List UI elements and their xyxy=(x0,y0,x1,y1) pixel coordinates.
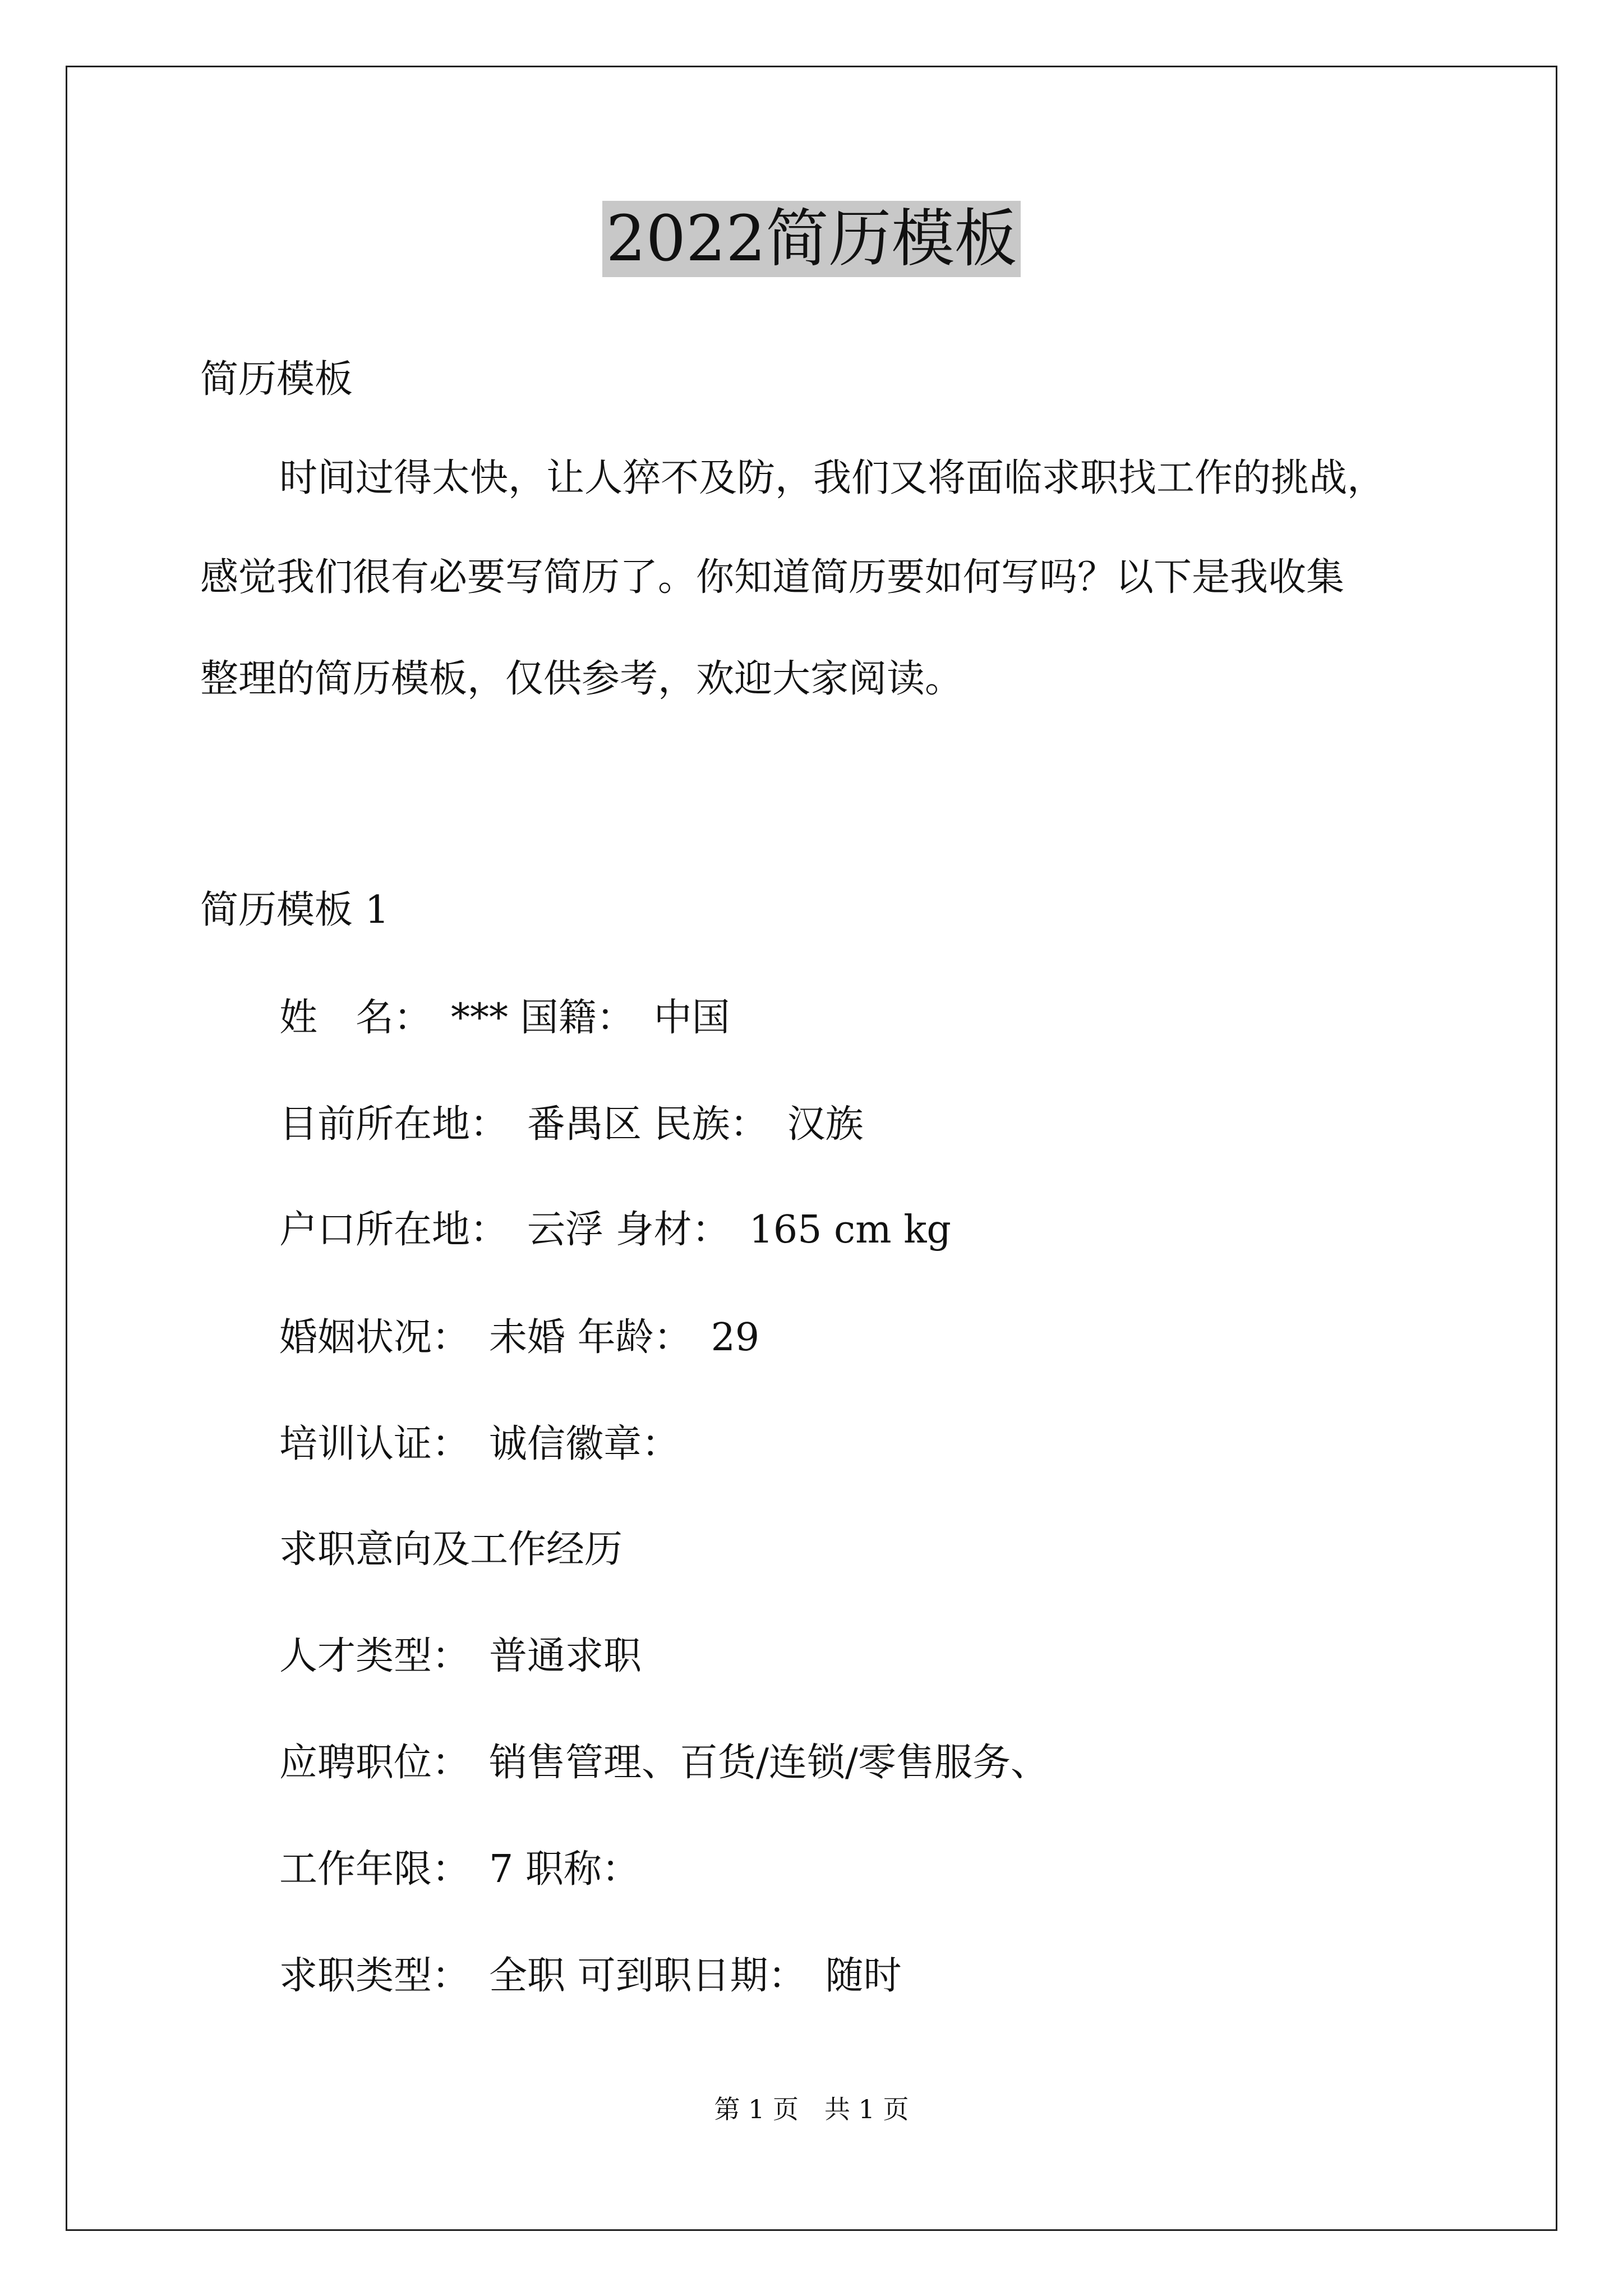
document-title: 2022简历模板 xyxy=(602,201,1020,277)
field-hukou-height: 户口所在地： 云浮 身材： 165 cm kg xyxy=(279,1208,951,1252)
section-heading: 简历模板 xyxy=(200,357,353,402)
page-footer: 第 1 页 共 1 页 xyxy=(714,2094,909,2124)
intro-line-2: 感觉我们很有必要写简历了。你知道简历要如何写吗？以下是我收集 xyxy=(200,555,1345,600)
field-work-years-title: 工作年限： 7 职称： xyxy=(279,1847,640,1892)
field-certification: 培训认证： 诚信徽章： xyxy=(279,1422,680,1466)
field-talent-type: 人才类型： 普通求职 xyxy=(279,1634,642,1678)
title-container xyxy=(0,201,1623,277)
field-name-nationality: 姓 名： *** 国籍： 中国 xyxy=(279,996,730,1040)
field-location-ethnicity: 目前所在地： 番禺区 民族： 汉族 xyxy=(279,1102,864,1147)
job-intent-heading: 求职意向及工作经历 xyxy=(279,1527,623,1572)
intro-line-3: 整理的简历模板，仅供参考，欢迎大家阅读。 xyxy=(200,657,963,701)
intro-line-1: 时间过得太快，让人猝不及防，我们又将面临求职找工作的挑战， xyxy=(279,456,1386,500)
field-job-type-availability: 求职类型： 全职 可到职日期： 随时 xyxy=(279,1954,902,1998)
field-applied-position: 应聘职位： 销售管理、百货/连锁/零售服务、 xyxy=(279,1741,1049,1785)
template1-heading: 简历模板 1 xyxy=(200,888,389,932)
field-marital-age: 婚姻状况： 未婚 年龄： 29 xyxy=(279,1315,760,1360)
